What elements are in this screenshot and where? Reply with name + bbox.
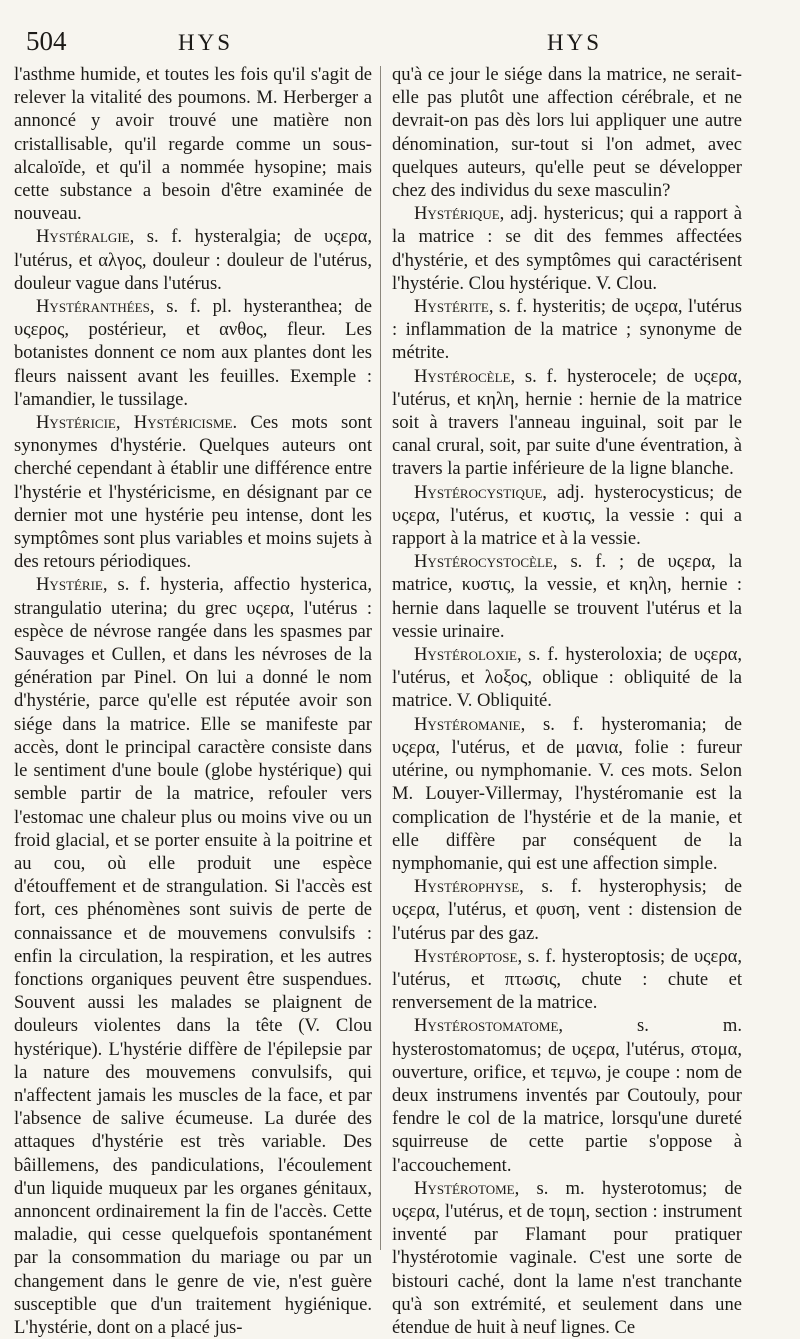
entry-headword: Hystérite [414,296,489,318]
dictionary-entry [392,365,742,481]
entry-headword: Hystérique [414,203,500,225]
column-divider [380,66,381,1250]
dictionary-entry [14,295,372,411]
entry-text: , s. f. hysteroptosis; de υςερα, l'utérus, et πτωσις, chute : chute et renversement de la matrice. [392,945,742,1014]
entry-text: , s. f. pl. hysteranthea; de υςερος, postérieur, et ανθος, fleur. Les botanistes donnent ce nom aux plantes dont les fleurs naissent avant les feuilles. Exemple : l'amandier, le tussilage. [14,296,372,410]
entry-headword: Hystéroptose [414,945,518,967]
entry-headword: Hystéromanie [414,713,521,735]
dictionary-entry [392,945,742,1015]
entry-text: , s. f. hysterophysis; de υςερα, l'utérus, et φυση, vent : distension de l'utérus par des gaz. [392,876,742,944]
entry-headword: Hystérostomatome [414,1015,559,1037]
dictionary-entry [392,1177,742,1339]
entry-headword: Hystérie [36,574,103,596]
entry-text: , adj. hystericus; qui a rapport à la matrice : se dit des femmes affectées d'hystérie, et des symptômes qui caractérisent l'hystérie. Clou hystérique. V. Clou. [392,203,742,294]
entry-text: . Ces mots sont synonymes d'hystérie. Quelques auteurs ont cherché cependant à établir une différence entre l'hystérie et l'hystéricisme, en désignant par ce dernier mot une hystérie peu intense, dont les symptômes sont plus variables et moins sujets à des retours périodiques. [14,412,372,573]
dictionary-entry [392,202,742,295]
entry-text: , s. m. hysterostomatomus; de υςερα, l'utérus, στομα, ouverture, orifice, et τεμνω, je coupe : nom de deux instrumens inventés par Coutouly, pour fendre le col de la matrice, lorsqu'une dureté squirreuse de cette partie s'oppose à l'accouchement. [392,1015,742,1176]
entry-headword: Hystérotome [414,1177,515,1199]
left-column [14,63,372,1339]
dictionary-entry [392,550,742,643]
entry-text: , s. f. hysteralgia; de υςερα, l'utérus, et αλγος, douleur : douleur de l'utérus, douleur vague dans l'utérus. [14,226,372,294]
dictionary-entry [392,295,742,365]
entry-headword: Hystérocystocèle [414,551,553,573]
page-number: 504 [26,26,67,56]
entry-text: , s. f. hysteria, affectio hysterica, strangulatio uterina; du grec υςερα, l'utérus : espèce de névrose rangée dans les spasmes par Sauvages et Cullen, et dans les névroses de la génération par Pinel. On lui a donné le nom d'hystérie, parce qu'elle est réputée avoir son siége dans la matrice. Elle se manifeste par accès, dont le principal caractère consiste dans le sentiment d'une boule (globe hystérique) qui semble partir de la matrice, refouler vers l'estomac une chaleur plus ou moins vive ou un froid glacial, et se porter ensuite à la poitrine et au cou, où elle produit une espèce d'étouffement et de strangulation. Si l'accès est fort, ces phénomènes sont suivis de perte de connaissance et de mouvemens convulsifs : enfin la circulation, la respiration, et les autres fonctions organiques peuvent être suspendues. Souvent aussi les malades se plaignent de douleurs violentes dans la tête (V. Clou hystérique). L'hystérie diffère de l'épilepsie par la nature des mouvemens convulsifs, qui n'affectent jamais les muscles de la face, et par l'absence de salive écumeuse. La durée des attaques d'hystérie est très variable. Des bâillemens, des pandiculations, l'écoulement d'un liquide muqueux par les organes génitaux, annoncent ordinairement la fin de l'accès. Cette maladie, qui cesse quelquefois spontanément par la consommation du mariage ou par un changement dans le genre de vie, n'est guère susceptible que d'un traitement hygiénique. L'hystérie, dont on a placé jus- [14,574,372,1338]
page-header [0,26,800,66]
right-column [392,63,742,1339]
entry-text: , s. f. hysteromania; de υςερα, l'utérus, et de μανια, folie : fureur utérine, ou nymphomanie. V. ces mots. Selon M. Louyer-Villermay, l'hystéromanie est la complication de l'hystérie et de la manie, et elle diffère par conséquent de la nymphomanie, qui est une affection simple. [392,713,742,874]
continuation-text: l'asthme humide, et toutes les fois qu'il s'agit de relever la vitalité des poumons. M. Herberger a annoncé y avoir trouvé une matière non cristallisable, qu'il regarde comme un sous-alcaloïde, et qu'il a nommée hysopine; mais cette substance a besoin d'être examinée de nouveau. [14,64,372,225]
entry-headword: Hystérophyse [414,876,520,898]
entry-headword: Hystéralgie [36,226,130,248]
dictionary-entry [14,573,372,1339]
dictionary-entry [14,411,372,573]
entry-text: , s. f. hysteroloxia; de υςερα, l'utérus, et λοξος, oblique : obliquité de la matrice. V. Obliquité. [392,644,742,712]
entry-headword: Hystéricie, Hystéricisme [36,412,233,434]
running-head-right: HYS [547,30,603,55]
entry-headword: Hystérocèle [414,365,511,387]
dictionary-entry [14,225,372,295]
dictionary-entry [392,713,742,875]
dictionary-entry [392,643,742,713]
running-head-left: HYS [178,30,234,55]
continuation-text: qu'à ce jour le siége dans la matrice, ne serait-elle pas plutôt une affection cérébrale, et ne devrait-on pas dès lors lui appliquer une autre dénomination, sur-tout si l'on admet, avec quelques auteurs, qu'elle peut se développer chez des individus du sexe masculin? [392,64,742,202]
entry-text: , s. m. hysterotomus; de υςερα, l'utérus, et de τομη, section : instrument inventé par Flamant pour pratiquer l'hystérotomie vaginale. C'est une sorte de bistouri caché, dont la lame n'est tranchante qu'à son extrémité, et seulement dans une étendue de huit à neuf lignes. Ce [392,1177,742,1338]
entry-headword: Hystéranthées [36,296,150,318]
entry-text: , s. f. ; de υςερα, la matrice, κυστις, la vessie, et κηλη, hernie : hernie dans laquelle se trouvent l'utérus et la vessie urinaire. [392,551,742,642]
entry-text: , s. f. hysteritis; de υςερα, l'utérus : inflammation de la matrice ; synonyme de métrite. [392,296,742,364]
entry-headword: Hystéroloxie [414,644,517,666]
entry-headword: Hystérocystique [414,481,543,503]
entry-text: , adj. hysterocysticus; de υςερα, l'utérus, et κυστις, la vessie : qui a rapport à la matrice et à la vessie. [392,481,742,550]
dictionary-entry [392,481,742,551]
dictionary-entry [392,875,742,945]
entry-text: , s. f. hysterocele; de υςερα, l'utérus, et κηλη, hernie : hernie de la matrice soit à travers l'anneau inguinal, soit par le canal crural, soit, par suite d'une éventration, à travers la partie inférieure de la ligne blanche. [392,365,742,480]
dictionary-entry [392,1014,742,1176]
